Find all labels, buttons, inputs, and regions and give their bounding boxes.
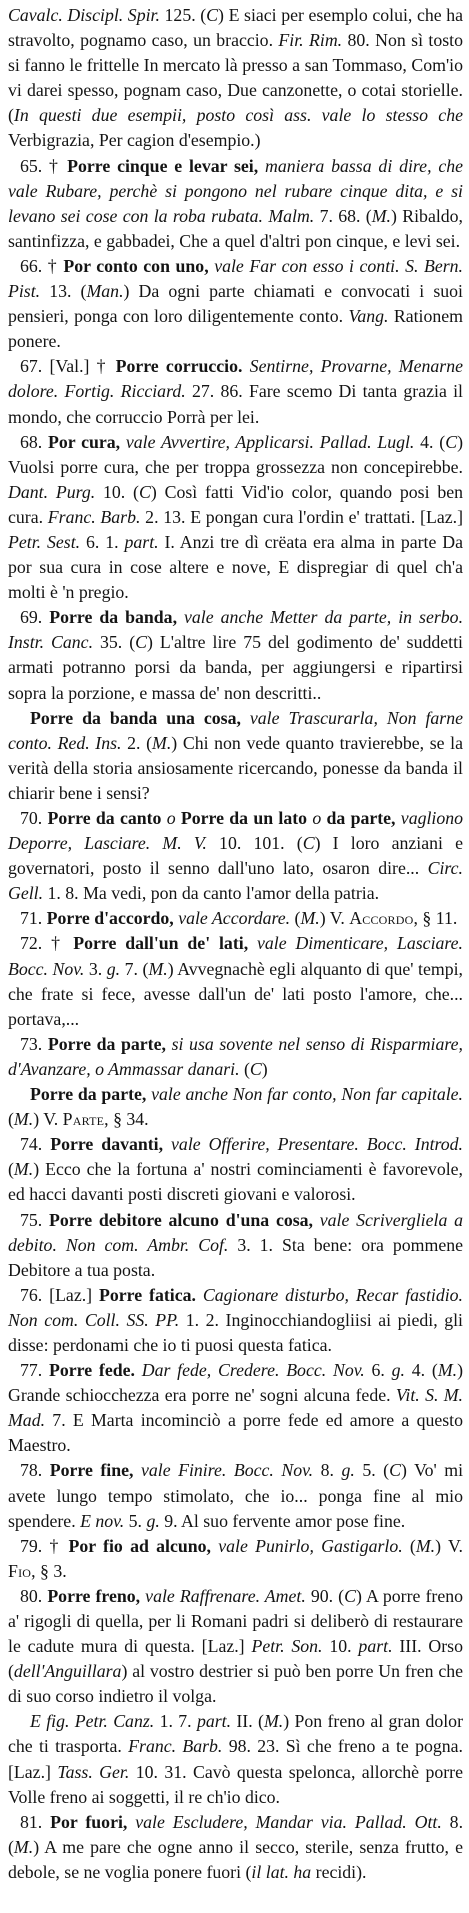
- entry-italic: Circ. Gell.: [8, 858, 463, 904]
- entry-73-sub: [8, 1082, 463, 1132]
- entry-text: 65. †: [20, 155, 68, 176]
- entry-72: [8, 931, 463, 1031]
- entry-text: 10. 31. Cavò questa spelonca, allorchè porre Volle freno ai soggetti, il re ch'io dico.: [8, 1761, 463, 1807]
- entry-text: 3. 1. Sta bene: ora pommene Debitore a tua posta.: [8, 1234, 463, 1280]
- entry-text: 27. 86. Fare scemo Di tanta grazia il mondo, che corruccio Porrà per lei.: [8, 381, 463, 427]
- entry-text: 74.: [20, 1134, 51, 1155]
- entry-headword: Porre cinque e levar sei,: [67, 155, 259, 176]
- entry-68: [8, 430, 463, 606]
- entry-italic: M.: [13, 1109, 34, 1130]
- entry-66: [8, 254, 463, 354]
- entry-italic: vale Offerire, Presentare. Bocc. Introd.: [163, 1134, 464, 1155]
- entry-text: Rationem ponere.: [8, 306, 463, 352]
- entry-headword: Porre dall'un de' lati,: [73, 933, 249, 954]
- entry-italic: g.: [391, 1360, 405, 1381]
- entry-text: 10. (: [95, 481, 139, 502]
- entry-text: 1. 8. Ma vedi, pon da canto l'amor della patria.: [43, 883, 380, 904]
- entry-italic: E fig. Petr. Canz.: [30, 1711, 155, 1732]
- entry-text: 78.: [20, 1460, 50, 1481]
- entry-headword: Porre da parte,: [30, 1084, 147, 1105]
- entry-headword: Porre d'accordo,: [46, 908, 174, 929]
- entry-70: [8, 806, 463, 906]
- entry-italic: g.: [146, 1510, 160, 1531]
- entry-text: ) al vostro destrier si può ben porre Un fren che di suo corso indietro il volga.: [8, 1661, 463, 1707]
- entry-text: 67. [Val.] †: [20, 356, 116, 377]
- entry-text: ) V.: [33, 1109, 63, 1130]
- entry-text: , § 11.: [413, 908, 458, 929]
- entry-text: 6. 1.: [80, 531, 125, 552]
- entry-italic: Cagionare disturbo, Recar fastidio. Non com. Coll. SS. PP.: [8, 1284, 463, 1330]
- entry-italic: Vit. S. M. Mad.: [8, 1385, 463, 1431]
- entry-italic: M.: [13, 1836, 34, 1857]
- entry-text: 1. 7.: [154, 1711, 197, 1732]
- entry-text: 9. Al suo fervente amor pose fine.: [159, 1510, 406, 1531]
- entry-italic: M.: [152, 732, 172, 753]
- entry-text: 10.: [322, 1636, 359, 1657]
- entry-text: 69.: [20, 607, 50, 628]
- entry-crossref: Parte: [62, 1109, 105, 1130]
- entry-italic: maniera bassa di dire, che vale Rubare, perchè si pongono nel rubare cinque dita, e si levano sei cose con la roba rubata. Malm.: [8, 155, 464, 226]
- entry-italic: Vang.: [348, 306, 389, 327]
- entry-italic: il lat. ha: [251, 1861, 312, 1882]
- entry-text: ) V.: [319, 908, 350, 929]
- entry-75: [8, 1208, 463, 1283]
- entry-italic: vale anche Non far conto, Non far capitale.: [146, 1084, 463, 1105]
- entry-italic: vale Scrivergliela a debito. Non com. Ambr. Cof.: [8, 1209, 463, 1255]
- entry-text: ) A porre freno a' rigogli di quella, per li Romani padri si deliberò di restaurare le cadute mura di questa. [Laz.]: [8, 1585, 464, 1657]
- entry-headword: Porre debitore alcuno d'una cosa,: [49, 1209, 313, 1230]
- entry-text: 4. (: [414, 431, 446, 452]
- entry-text: (: [239, 1058, 250, 1079]
- entry-italic: o: [161, 808, 181, 828]
- entry-76: [8, 1283, 463, 1358]
- entry-text: II. (: [231, 1711, 264, 1732]
- entry-text: 80.: [20, 1585, 48, 1606]
- entry-italic: Tass. Ger.: [57, 1761, 130, 1782]
- entry-81: [8, 1810, 463, 1885]
- entry-text: 76. [Laz.]: [20, 1284, 99, 1305]
- entry-69-sub: [8, 706, 463, 806]
- entry-italic: C: [138, 481, 151, 502]
- entry-italic: vale Trascurarla, Non farne conto. Red. Ins.: [8, 707, 464, 753]
- entry-text: ) Ribaldo, santinfizza, e gabbadei, Che a quel d'altri pon cinque, e levi sei.: [8, 205, 463, 251]
- entry-text: 77.: [20, 1360, 50, 1381]
- entry-80: [8, 1584, 463, 1709]
- entry-71: [8, 906, 463, 931]
- entry-italic: vale Punirlo, Gastigarlo.: [210, 1535, 403, 1556]
- entry-text: 6.: [364, 1360, 392, 1381]
- entry-text: ) Così fatti Vid'io color, quando posi ben cura.: [8, 481, 464, 527]
- entry-italic: Petr. Sest.: [8, 531, 81, 552]
- entry-crossref: Fio: [8, 1560, 32, 1581]
- entry-text: , § 3.: [31, 1560, 67, 1581]
- entry-italic: vale Escludere, Mandar via. Pallad. Ott.: [127, 1811, 442, 1832]
- entry-headword: Porre da banda,: [49, 607, 178, 628]
- entry-italic: M.: [371, 205, 391, 226]
- entry-text: (: [8, 1109, 14, 1130]
- entry-italic: C: [249, 1058, 262, 1079]
- entry-text: 7. 68. (: [314, 205, 372, 226]
- entry-headword: Porre freno,: [47, 1585, 141, 1606]
- entry-text: ) V.: [435, 1535, 463, 1556]
- entry-78: [8, 1458, 463, 1533]
- entry-headword: Porre fatica.: [99, 1284, 196, 1305]
- entry-headword: Porre davanti,: [50, 1134, 164, 1155]
- entry-italic: C: [389, 1460, 401, 1481]
- entry-italic: E nov.: [80, 1510, 125, 1531]
- entry-italic: In questi due esempii, posto così ass. vale lo stesso che: [13, 105, 463, 126]
- entry-italic: g.: [106, 958, 121, 979]
- entry-italic: C: [135, 632, 148, 653]
- entry-headword: Porre corruccio.: [115, 356, 243, 377]
- entry-italic: Dant. Purg.: [8, 481, 96, 502]
- entry-73: [8, 1032, 463, 1082]
- entry-italic: Dar fede, Credere. Bocc. Nov.: [134, 1360, 365, 1381]
- entry-headword: Porre fine,: [49, 1460, 134, 1481]
- entry-text: 80. Non sì tosto si fanno le frittelle In mercato là presso a san Tommaso, Com'io vi darei spesso, pognam caso, Due canzonette, o cotai storielle. (: [8, 30, 463, 126]
- entry-headword: Por conto con uno,: [63, 255, 209, 276]
- entry-text: III. Orso (: [8, 1636, 463, 1682]
- entry-italic: vale Dimenticare, Lasciare. Bocc. Nov.: [8, 933, 463, 979]
- entry-text: ) I loro anziani e governatori, posto il senno dall'uno lato, osaron dire...: [8, 833, 463, 879]
- entry-italic: C: [445, 431, 458, 452]
- entry-headword: Por fio ad alcuno,: [68, 1535, 211, 1556]
- entry-text: ): [261, 1058, 268, 1079]
- entry-text: (: [8, 1159, 14, 1180]
- entry-italic: M.: [437, 1360, 458, 1381]
- entry-text: 68.: [20, 431, 49, 452]
- entry-italic: part.: [358, 1636, 393, 1657]
- entry-text: 8.: [313, 1460, 342, 1481]
- entry-text: 8. (: [8, 1811, 464, 1857]
- entry-italic: g.: [341, 1460, 355, 1481]
- entry-text: 73.: [20, 1033, 48, 1054]
- entry-text: 5. (: [354, 1460, 390, 1481]
- entry-text: 35. (: [93, 632, 136, 653]
- entry-italic: C: [206, 5, 219, 25]
- entry-text: recidi).: [311, 1861, 367, 1882]
- entry-text: ) Chi non vede quanto travierebbe, se la verità della storia ansiosamente ricercando, ponesse da banda il chiarir bene i sensi?: [8, 732, 463, 803]
- entry-text: 70.: [20, 808, 48, 828]
- entry-text: ) Vo' mi avete lungo tempo stimolato, che io... ponga fine al mio spendere.: [8, 1460, 464, 1531]
- entry-text: 81.: [20, 1811, 51, 1832]
- entry-text: 5.: [124, 1510, 147, 1531]
- entry-italic: Franc. Barb.: [128, 1736, 223, 1757]
- entry-italic: Sentirne, Provarne, Menarne dolore. Fortig. Ricciard.: [8, 356, 463, 402]
- entry-italic: C: [302, 833, 315, 854]
- entry-text: , § 34.: [104, 1109, 149, 1130]
- entry-text: 7. E Marta incominciò a porre fede ed amore a questo Maestro.: [8, 1410, 463, 1456]
- entry-italic: C: [344, 1585, 356, 1606]
- entry-headword: Porre da banda una cosa,: [30, 707, 241, 728]
- entry-italic: vagliono Deporre, Lasciare. M. V.: [8, 808, 464, 854]
- entry-italic: Franc. Barb.: [47, 506, 141, 527]
- entry-italic: si usa sovente nel senso di Risparmiare, d'Avanzare, o Ammassar danari.: [8, 1033, 463, 1079]
- entry-text: ) E siaci per esemplo colui, che ha stravolto, pognamo caso, un braccio.: [8, 5, 463, 51]
- entry-text: 71.: [20, 908, 47, 929]
- entry-italic: o: [307, 808, 327, 828]
- entry-text: 4. (: [404, 1360, 438, 1381]
- entry-italic: M.: [415, 1535, 436, 1556]
- entry-headword: Porre da canto: [47, 808, 162, 828]
- entry-text: 90. (: [305, 1585, 345, 1606]
- entry-italic: M.: [263, 1711, 284, 1732]
- entry-text: (: [290, 908, 301, 929]
- entry-italic: Petr. Son.: [251, 1636, 323, 1657]
- entry-italic: vale Finire. Bocc. Nov.: [133, 1460, 314, 1481]
- entry-text: 7. (: [120, 958, 149, 979]
- entry-italic: part.: [196, 1711, 232, 1732]
- entry-74: [8, 1132, 463, 1207]
- entry-80-sub: [8, 1709, 463, 1809]
- entry-text: 75.: [20, 1209, 49, 1230]
- entry-italic: Man.: [86, 281, 124, 302]
- entry-text: ) L'altre lire 75 del godimento de' suddetti armati potranno porsi da banda, per aggiungersi e ripartirsi sopra la porzione, e massa de' non descritti..: [8, 632, 463, 703]
- entry-text: 125. (: [159, 5, 207, 25]
- entry-text: 2. (: [121, 732, 153, 753]
- entry-text: 98. 23. Sì che freno a te pogna. [Laz.]: [8, 1736, 463, 1782]
- entry-text: I. Anzi tre dì crëata era alma in parte Da por sua cura in cose altere e nove, E dispregiar di quel ch'a molti è 'n pregio.: [8, 531, 464, 603]
- entry-text: Verbigrazia, Per cagion d'esempio.): [8, 130, 261, 151]
- entry-italic: Fir. Rim.: [278, 30, 343, 51]
- entry-continuation: [8, 3, 463, 154]
- entry-text: ) Vuolsi porre cura, che per troppa grossezza non concepirebbe.: [8, 431, 463, 477]
- entry-77: [8, 1358, 463, 1458]
- entry-text: 2. 13. E pongan cura l'ordin e' trattati. [Laz.]: [140, 506, 463, 527]
- entry-headword: da parte,: [326, 808, 396, 828]
- entry-italic: M.: [13, 1159, 34, 1180]
- entry-67: [8, 354, 463, 429]
- entry-italic: vale Far con esso i conti. S. Bern. Pist.: [8, 255, 463, 302]
- entry-text: 72. †: [20, 933, 74, 954]
- entry-headword: Por cura,: [48, 431, 121, 452]
- entry-text: 10. 101. (: [206, 833, 303, 854]
- entry-text: 3.: [84, 958, 107, 979]
- entry-crossref: Accordo: [349, 908, 414, 929]
- entry-65: [8, 154, 463, 254]
- entry-text: 1. 2. Inginocchiandogliisi ai piedi, gli disse: perdonami che io ti puosi questa fatica.: [8, 1309, 463, 1355]
- entry-italic: dell'Anguillara: [13, 1661, 122, 1682]
- entry-italic: part.: [124, 531, 159, 552]
- entry-headword: Porre da un lato: [180, 808, 308, 828]
- entry-text: ) Ecco che la fortuna a' nostri cominciamenti è favorevole, ed hacci davanti posti discreti giovani e valorosi.: [8, 1159, 463, 1205]
- entry-italic: vale Avvertire, Applicarsi. Pallad. Lugl.: [120, 431, 415, 452]
- entry-italic: M.: [148, 958, 168, 979]
- entry-69: [8, 605, 463, 705]
- entry-text: ) Grande schiocchezza era porre ne' sogni alcuna fede.: [8, 1360, 463, 1406]
- entry-79: [8, 1534, 463, 1584]
- entry-text: ) Da ogni parte chiamati e convocati i suoi pensieri, ponga con loro diligentemente conto.: [8, 281, 463, 327]
- entry-text: ) Avvegnachè egli alquanto di que' tempi, che frate si fece, avesse dall'un de' lati posto l'amore, che... portava,...: [8, 958, 463, 1029]
- entry-italic: vale Raffrenare. Amet.: [140, 1585, 306, 1606]
- entry-text: 79. †: [20, 1535, 69, 1556]
- entry-text: 66. †: [20, 255, 64, 276]
- entry-italic: Cavalc. Discipl. Spir.: [8, 5, 160, 25]
- entry-text: (: [402, 1535, 416, 1556]
- entry-text: 13. (: [40, 281, 87, 302]
- entry-text: ) A me pare che ogne anno il secco, sterile, senza frutto, e debole, se ne voglia ponere fuori (: [8, 1836, 463, 1882]
- entry-headword: Por fuori,: [50, 1811, 128, 1832]
- entry-text: ) Pon freno al gran dolor che ti trasporta.: [8, 1711, 463, 1757]
- entry-headword: Porre fede.: [49, 1360, 135, 1381]
- entry-italic: vale anche Metter da parte, in serbo. Instr. Canc.: [8, 607, 464, 653]
- entry-italic: M.: [300, 908, 320, 929]
- entry-headword: Porre da parte,: [47, 1033, 166, 1054]
- entry-italic: vale Accordare.: [173, 908, 291, 929]
